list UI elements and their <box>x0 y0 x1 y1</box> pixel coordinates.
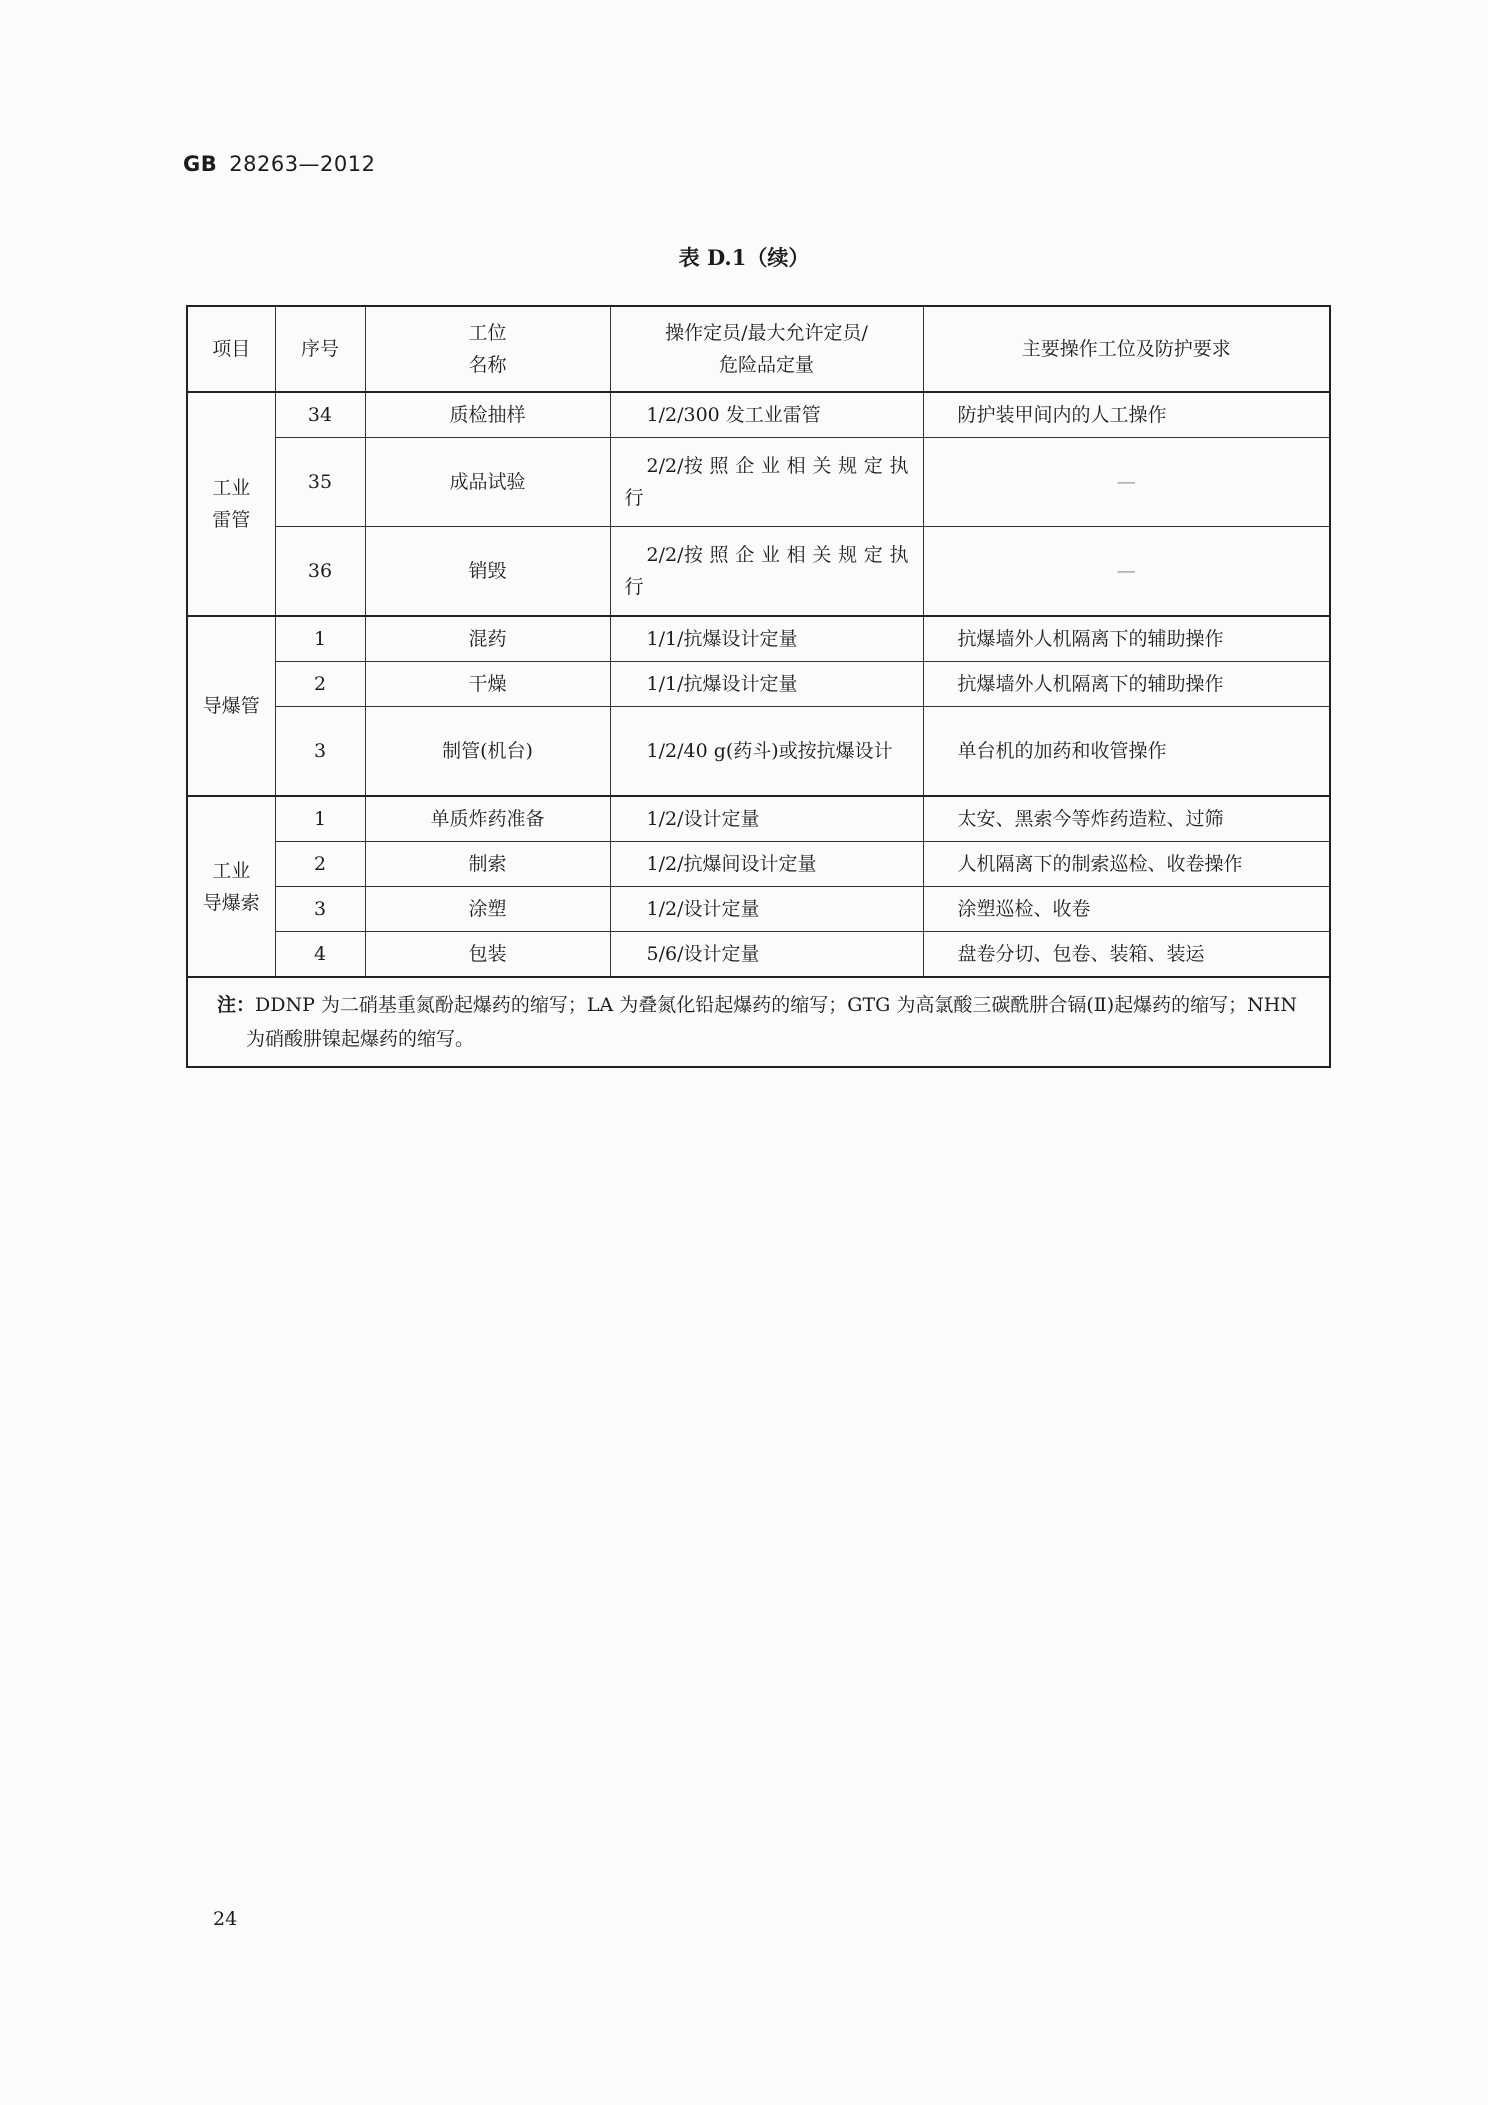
project-cell-line2: 导爆索 <box>202 891 260 914</box>
seq-cell: 3 <box>275 887 365 932</box>
seq-cell: 34 <box>275 392 365 438</box>
project-cell-line1: 工业 <box>212 477 251 499</box>
note-label: 注： <box>217 994 256 1016</box>
table-header-row <box>187 306 1330 392</box>
requirements-cell: 单台机的加药和收管操作 <box>923 707 1330 797</box>
requirements-cell: — <box>923 527 1330 617</box>
project-cell-shock-tube <box>187 616 275 796</box>
standard-number: 28263—2012 <box>229 152 376 176</box>
quota-cell: 5/6/设计定量 <box>610 932 923 978</box>
seq-cell: 3 <box>275 707 365 797</box>
table-row <box>187 887 1330 932</box>
note-text: DDNP 为二硝基重氮酚起爆药的缩写；LA 为叠氮化铅起爆药的缩写；GTG 为高氯酸三碳酰肼合镉(Ⅱ)起爆药的缩写；NHN 为硝酸肼镍起爆药的缩写。 <box>246 994 1297 1050</box>
quota-cell: 1/1/抗爆设计定量 <box>610 662 923 707</box>
table-title: 表 D.1（续） <box>678 245 810 270</box>
requirements-cell: 抗爆墙外人机隔离下的辅助操作 <box>923 662 1330 707</box>
table-row <box>187 438 1330 527</box>
table-row <box>187 616 1330 662</box>
table-row <box>187 707 1330 797</box>
column-header-station-line1: 工位 <box>468 322 507 344</box>
station-cell: 包装 <box>365 932 610 978</box>
project-cell-detonator <box>187 392 275 616</box>
quota-cell: 1/1/抗爆设计定量 <box>610 616 923 662</box>
table-row <box>187 796 1330 842</box>
requirements-cell: 防护装甲间内的人工操作 <box>923 392 1330 438</box>
column-header-quota <box>610 306 923 392</box>
table-row <box>187 932 1330 978</box>
table-row <box>187 842 1330 887</box>
table-note <box>187 977 1330 1067</box>
table-row <box>187 392 1330 438</box>
quota-cell: 2/2/按 照 企 业 相 关 规 定 执行 <box>610 438 923 527</box>
page-number: 24 <box>213 1908 238 1930</box>
seq-cell: 4 <box>275 932 365 978</box>
workstation-table <box>186 305 1331 1068</box>
requirements-cell: 涂塑巡检、收卷 <box>923 887 1330 932</box>
station-cell: 单质炸药准备 <box>365 796 610 842</box>
column-header-seq: 序号 <box>275 306 365 392</box>
station-cell: 混药 <box>365 616 610 662</box>
requirements-cell: 太安、黑索今等炸药造粒、过筛 <box>923 796 1330 842</box>
seq-cell: 1 <box>275 616 365 662</box>
requirements-cell: 人机隔离下的制索巡检、收卷操作 <box>923 842 1330 887</box>
project-cell-line1: 工业 <box>212 859 251 882</box>
quota-cell: 1/2/设计定量 <box>610 796 923 842</box>
station-cell: 涂塑 <box>365 887 610 932</box>
station-cell: 干燥 <box>365 662 610 707</box>
table-row <box>187 662 1330 707</box>
requirements-cell: 盘卷分切、包卷、装箱、装运 <box>923 932 1330 978</box>
project-cell-detonating-cord <box>187 796 275 977</box>
quota-cell: 1/2/抗爆间设计定量 <box>610 842 923 887</box>
project-cell-line2: 雷管 <box>212 509 251 531</box>
seq-cell: 1 <box>275 796 365 842</box>
quota-cell: 1/2/设计定量 <box>610 887 923 932</box>
table-note-row <box>187 977 1330 1067</box>
seq-cell: 35 <box>275 438 365 527</box>
requirements-cell: 抗爆墙外人机隔离下的辅助操作 <box>923 616 1330 662</box>
station-cell: 制管(机台) <box>365 707 610 797</box>
station-cell: 质检抽样 <box>365 392 610 438</box>
column-header-station-line2: 名称 <box>468 354 507 376</box>
seq-cell: 2 <box>275 842 365 887</box>
quota-cell: 1/2/300 发工业雷管 <box>610 392 923 438</box>
column-header-quota-line1: 操作定员/最大允许定员/ <box>665 322 868 344</box>
project-cell-line1: 导爆管 <box>202 695 260 717</box>
standard-code <box>183 152 376 176</box>
seq-cell: 2 <box>275 662 365 707</box>
column-header-requirements: 主要操作工位及防护要求 <box>923 306 1330 392</box>
column-header-station <box>365 306 610 392</box>
quota-cell: 1/2/40 g(药斗)或按抗爆设计 <box>610 707 923 797</box>
table-row <box>187 527 1330 617</box>
station-cell: 成品试验 <box>365 438 610 527</box>
seq-cell: 36 <box>275 527 365 617</box>
column-header-project: 项目 <box>187 306 275 392</box>
requirements-cell: — <box>923 438 1330 527</box>
quota-cell: 2/2/按 照 企 业 相 关 规 定 执行 <box>610 527 923 617</box>
station-cell: 制索 <box>365 842 610 887</box>
column-header-quota-line2: 危险品定量 <box>718 354 814 376</box>
station-cell: 销毁 <box>365 527 610 617</box>
standard-prefix: GB <box>183 152 218 176</box>
